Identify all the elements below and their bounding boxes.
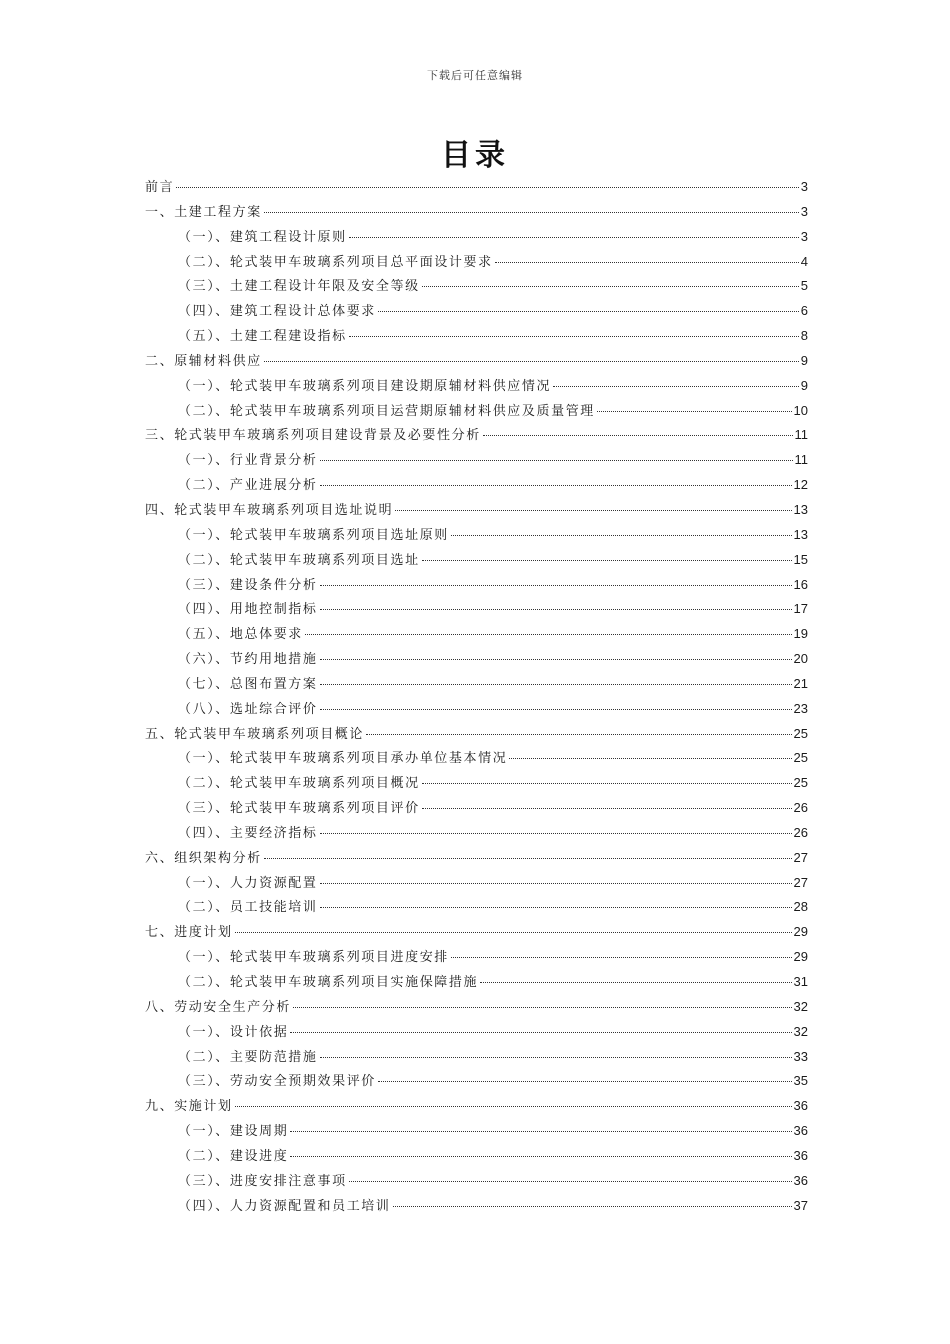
toc-entry-label: （一）、行业背景分析 — [178, 453, 318, 469]
toc-dot-leader — [483, 435, 793, 436]
toc-dot-leader — [235, 1106, 792, 1107]
toc-dot-leader — [509, 758, 791, 759]
toc-entry[interactable] — [145, 399, 808, 424]
toc-entry-label: 六、组织架构分析 — [145, 850, 262, 866]
toc-dot-leader — [393, 1206, 792, 1207]
toc-entry-label: （一）、建设周期 — [178, 1124, 289, 1140]
toc-entry[interactable] — [145, 672, 808, 697]
toc-entry-label: （二）、轮式装甲车玻璃系列项目总平面设计要求 — [178, 254, 493, 270]
toc-entry-label: （一）、人力资源配置 — [178, 875, 318, 891]
toc-entry[interactable] — [145, 995, 808, 1020]
toc-entry[interactable] — [145, 423, 808, 448]
toc-entry-page: 32 — [793, 1023, 808, 1039]
toc-entry-page: 37 — [793, 1197, 808, 1213]
toc-entry-page: 3 — [800, 179, 808, 194]
toc-entry[interactable] — [145, 970, 808, 995]
toc-entry[interactable] — [145, 324, 808, 349]
toc-entry[interactable] — [145, 771, 808, 796]
toc-dot-leader — [320, 684, 792, 685]
toc-entry[interactable] — [145, 1119, 808, 1144]
toc-entry-page: 9 — [800, 352, 808, 368]
toc-dot-leader — [378, 1081, 792, 1082]
toc-entry-label: 五、轮式装甲车玻璃系列项目概论 — [145, 726, 365, 742]
toc-entry[interactable] — [145, 274, 808, 299]
toc-entry[interactable] — [145, 796, 808, 821]
toc-entry-label: （一）、建筑工程设计原则 — [178, 229, 347, 245]
toc-entry-page: 25 — [793, 725, 808, 741]
toc-entry-page: 11 — [794, 427, 808, 443]
toc-dot-leader — [422, 783, 792, 784]
toc-dot-leader — [320, 833, 792, 834]
toc-entry-label: （四）、建筑工程设计总体要求 — [178, 304, 376, 320]
toc-entry-page: 27 — [793, 874, 808, 890]
toc-entry-page: 36 — [793, 1147, 808, 1163]
toc-entry-label: （七）、总图布置方案 — [178, 676, 318, 692]
toc-entry[interactable] — [145, 498, 808, 523]
toc-dot-leader — [320, 609, 792, 610]
toc-dot-leader — [176, 187, 799, 188]
toc-entry-label: （一）、轮式装甲车玻璃系列项目进度安排 — [178, 950, 449, 966]
toc-entry-page: 33 — [793, 1048, 808, 1064]
table-of-contents — [145, 175, 808, 1218]
toc-entry-label: （八）、选址综合评价 — [178, 701, 318, 717]
toc-entry-page: 21 — [793, 675, 808, 691]
toc-entry-label: （三）、土建工程设计年限及安全等级 — [178, 279, 420, 295]
toc-dot-leader — [320, 883, 792, 884]
toc-entry-page: 17 — [793, 601, 808, 617]
toc-dot-leader — [480, 982, 791, 983]
toc-entry-label: （二）、产业进展分析 — [178, 478, 318, 494]
toc-dot-leader — [264, 361, 799, 362]
toc-entry-label: （二）、主要防范措施 — [178, 1049, 318, 1065]
toc-entry-page: 36 — [793, 1123, 808, 1139]
toc-entry-page: 29 — [793, 949, 808, 965]
toc-entry-page: 32 — [793, 998, 808, 1014]
toc-entry[interactable] — [145, 871, 808, 896]
toc-entry-label: 八、劳动安全生产分析 — [145, 999, 292, 1015]
toc-dot-leader — [495, 262, 799, 263]
toc-entry-label: （五）、地总体要求 — [178, 627, 303, 643]
toc-entry-label: 二、原辅材料供应 — [145, 353, 262, 369]
toc-entry-label: （五）、土建工程建设指标 — [178, 329, 347, 345]
toc-entry-page: 12 — [793, 477, 808, 493]
toc-entry-label: （二）、员工技能培训 — [178, 900, 318, 916]
toc-entry-label: （二）、轮式装甲车玻璃系列项目运营期原辅材料供应及质量管理 — [178, 403, 595, 419]
toc-dot-leader — [264, 212, 799, 213]
toc-entry[interactable] — [145, 821, 808, 846]
toc-entry-page: 9 — [800, 377, 808, 393]
toc-entry-page: 27 — [793, 849, 808, 865]
toc-dot-leader — [378, 311, 799, 312]
toc-entry[interactable] — [145, 175, 808, 200]
toc-entry-label: （一）、轮式装甲车玻璃系列项目承办单位基本情况 — [178, 751, 508, 767]
toc-entry[interactable] — [145, 895, 808, 920]
toc-entry-page: 13 — [793, 501, 808, 517]
toc-dot-leader — [366, 734, 792, 735]
toc-entry-page: 6 — [800, 303, 808, 319]
toc-entry[interactable] — [145, 622, 808, 647]
toc-dot-leader — [320, 659, 792, 660]
toc-dot-leader — [290, 1032, 791, 1033]
toc-entry-page: 36 — [793, 1172, 808, 1188]
toc-entry-page: 20 — [793, 651, 808, 667]
toc-entry-page: 31 — [793, 974, 808, 989]
toc-entry-label: （三）、进度安排注意事项 — [178, 1173, 347, 1189]
toc-entry-label: 四、轮式装甲车玻璃系列项目选址说明 — [145, 502, 394, 518]
toc-entry-page: 4 — [800, 253, 808, 269]
toc-entry[interactable] — [145, 473, 808, 498]
toc-entry-label: （一）、轮式装甲车玻璃系列项目选址原则 — [178, 527, 449, 543]
toc-entry[interactable] — [145, 1069, 808, 1094]
toc-entry[interactable] — [145, 374, 808, 399]
toc-entry[interactable] — [145, 200, 808, 225]
toc-entry-page: 25 — [793, 775, 808, 791]
toc-dot-leader — [349, 1181, 792, 1182]
toc-entry[interactable] — [145, 697, 808, 722]
toc-entry-page: 3 — [800, 228, 808, 244]
toc-entry[interactable] — [145, 647, 808, 672]
toc-entry-page: 5 — [800, 278, 808, 294]
toc-entry[interactable] — [145, 1144, 808, 1169]
toc-entry-label: （二）、轮式装甲车玻璃系列项目实施保障措施 — [178, 975, 479, 990]
toc-dot-leader — [320, 907, 792, 908]
toc-dot-leader — [422, 560, 792, 561]
toc-dot-leader — [320, 1057, 792, 1058]
toc-dot-leader — [290, 1131, 791, 1132]
toc-entry-label: （二）、轮式装甲车玻璃系列项目概况 — [178, 776, 420, 792]
toc-dot-leader — [395, 510, 791, 511]
toc-entry[interactable] — [145, 548, 808, 573]
toc-entry-label: 一、土建工程方案 — [145, 204, 262, 220]
toc-dot-leader — [422, 286, 799, 287]
toc-entry-label: （三）、轮式装甲车玻璃系列项目评价 — [178, 801, 420, 817]
toc-entry-label: （六）、节约用地措施 — [178, 652, 318, 668]
toc-entry[interactable] — [145, 920, 808, 945]
toc-entry-page: 15 — [793, 551, 808, 567]
toc-entry-page: 35 — [793, 1073, 808, 1089]
toc-dot-leader — [264, 858, 792, 859]
toc-entry-label: （一）、轮式装甲车玻璃系列项目建设期原辅材料供应情况 — [178, 378, 552, 394]
toc-entry-page: 25 — [793, 750, 808, 766]
toc-entry-page: 26 — [793, 824, 808, 840]
toc-entry-label: 七、进度计划 — [145, 925, 233, 941]
toc-dot-leader — [451, 957, 792, 958]
toc-entry[interactable] — [145, 225, 808, 250]
toc-dot-leader — [451, 535, 792, 536]
toc-entry[interactable] — [145, 299, 808, 324]
toc-entry[interactable] — [145, 1020, 808, 1045]
toc-dot-leader — [597, 411, 792, 412]
toc-entry-label: （一）、设计依据 — [178, 1024, 289, 1040]
toc-entry[interactable] — [145, 1169, 808, 1194]
toc-entry[interactable] — [145, 846, 808, 871]
toc-entry[interactable] — [145, 1045, 808, 1070]
toc-entry-page: 19 — [793, 626, 808, 642]
toc-entry-label: （四）、用地控制指标 — [178, 602, 318, 618]
toc-entry-page: 3 — [800, 203, 808, 219]
page-title: 目录 — [441, 138, 509, 173]
toc-entry[interactable] — [145, 746, 808, 771]
toc-entry-label: （三）、劳动安全预期效果评价 — [178, 1074, 376, 1090]
toc-entry-page: 36 — [793, 1098, 808, 1114]
toc-dot-leader — [290, 1156, 791, 1157]
toc-entry-label: （二）、建设进度 — [178, 1148, 289, 1164]
toc-entry[interactable] — [145, 722, 808, 747]
toc-entry-page: 8 — [800, 328, 808, 344]
toc-entry-page: 10 — [793, 402, 808, 418]
toc-entry[interactable] — [145, 523, 808, 548]
toc-dot-leader — [320, 585, 792, 586]
toc-entry-page: 16 — [793, 576, 808, 592]
toc-entry[interactable] — [145, 250, 808, 275]
toc-entry[interactable] — [145, 448, 808, 473]
toc-entry-label: 前言 — [145, 180, 175, 195]
toc-dot-leader — [553, 386, 799, 387]
toc-entry-label: 三、轮式装甲车玻璃系列项目建设背景及必要性分析 — [145, 428, 481, 444]
toc-entry-page: 28 — [793, 899, 808, 915]
toc-entry-label: 九、实施计划 — [145, 1099, 233, 1115]
toc-entry-page: 13 — [793, 526, 808, 542]
toc-entry-page: 23 — [793, 700, 808, 716]
toc-entry[interactable] — [145, 349, 808, 374]
toc-dot-leader — [422, 808, 792, 809]
toc-dot-leader — [320, 460, 793, 461]
toc-entry[interactable] — [145, 945, 808, 970]
toc-entry-label: （四）、人力资源配置和员工培训 — [178, 1198, 391, 1214]
toc-dot-leader — [235, 932, 792, 933]
toc-dot-leader — [320, 485, 792, 486]
toc-dot-leader — [293, 1007, 792, 1008]
toc-entry[interactable] — [145, 1194, 808, 1219]
toc-entry[interactable] — [145, 597, 808, 622]
toc-entry-page: 29 — [793, 924, 808, 940]
toc-entry-label: （三）、建设条件分析 — [178, 577, 318, 593]
toc-entry-label: （二）、轮式装甲车玻璃系列项目选址 — [178, 552, 420, 568]
toc-dot-leader — [349, 237, 799, 238]
toc-entry-page: 26 — [793, 800, 808, 816]
toc-entry-page: 11 — [794, 452, 808, 468]
toc-entry[interactable] — [145, 1094, 808, 1119]
header-note: 下载后可任意编辑 — [427, 69, 523, 82]
toc-entry-label: （四）、主要经济指标 — [178, 825, 318, 841]
toc-dot-leader — [349, 336, 799, 337]
toc-entry[interactable] — [145, 573, 808, 598]
toc-dot-leader — [305, 634, 792, 635]
toc-dot-leader — [320, 709, 792, 710]
